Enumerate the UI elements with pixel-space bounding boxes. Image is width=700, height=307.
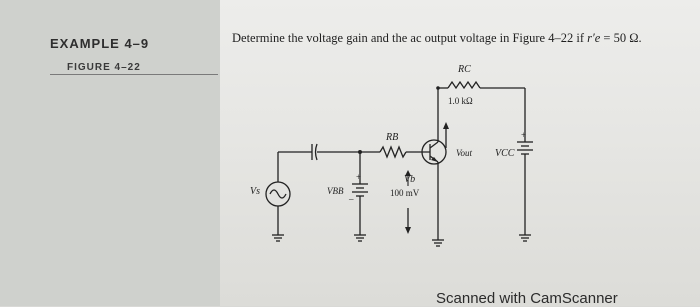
scanner-watermark: Scanned with CamScanner	[436, 290, 618, 307]
problem-text-end: = 50 Ω.	[600, 31, 642, 45]
ground-source	[272, 235, 284, 241]
rb-resistor	[380, 147, 406, 157]
ground-emitter	[432, 240, 444, 246]
ground-vcc	[519, 235, 531, 241]
vb-arrow-head	[405, 227, 411, 234]
problem-symbol: r′e	[587, 31, 601, 45]
example-heading: EXAMPLE 4–9	[50, 36, 150, 51]
circuit-diagram	[220, 60, 600, 260]
vbb-plus: +	[356, 172, 362, 182]
junction-base	[358, 150, 362, 154]
transistor-collector	[430, 142, 438, 148]
rb-label: RB	[386, 132, 399, 143]
vcc-plus: +	[521, 130, 527, 140]
sine-symbol	[270, 190, 286, 198]
vs-label: Vs	[250, 186, 260, 197]
vout-label: Vout	[456, 148, 473, 158]
vb-value: 100 mV	[390, 188, 420, 198]
vout-arrow-head	[443, 122, 449, 129]
figure-caption: FIGURE 4–22	[67, 62, 141, 73]
rc-value: 1.0 kΩ	[448, 96, 473, 106]
problem-statement	[232, 31, 642, 46]
rc-label: RC	[458, 64, 471, 75]
junction-rc	[436, 86, 440, 90]
rc-resistor	[448, 82, 480, 88]
vcc-label: VCC	[495, 148, 515, 159]
capacitor-plate-right	[316, 144, 318, 160]
problem-text-start: Determine the voltage gain and the ac output voltage in Figure 4–22 if	[232, 31, 588, 45]
vbb-label: VBB	[327, 186, 344, 196]
vb-label: Vb	[404, 174, 416, 185]
vbb-minus: –	[349, 194, 354, 204]
ground-vbb	[354, 235, 366, 241]
figure-divider	[50, 74, 218, 75]
